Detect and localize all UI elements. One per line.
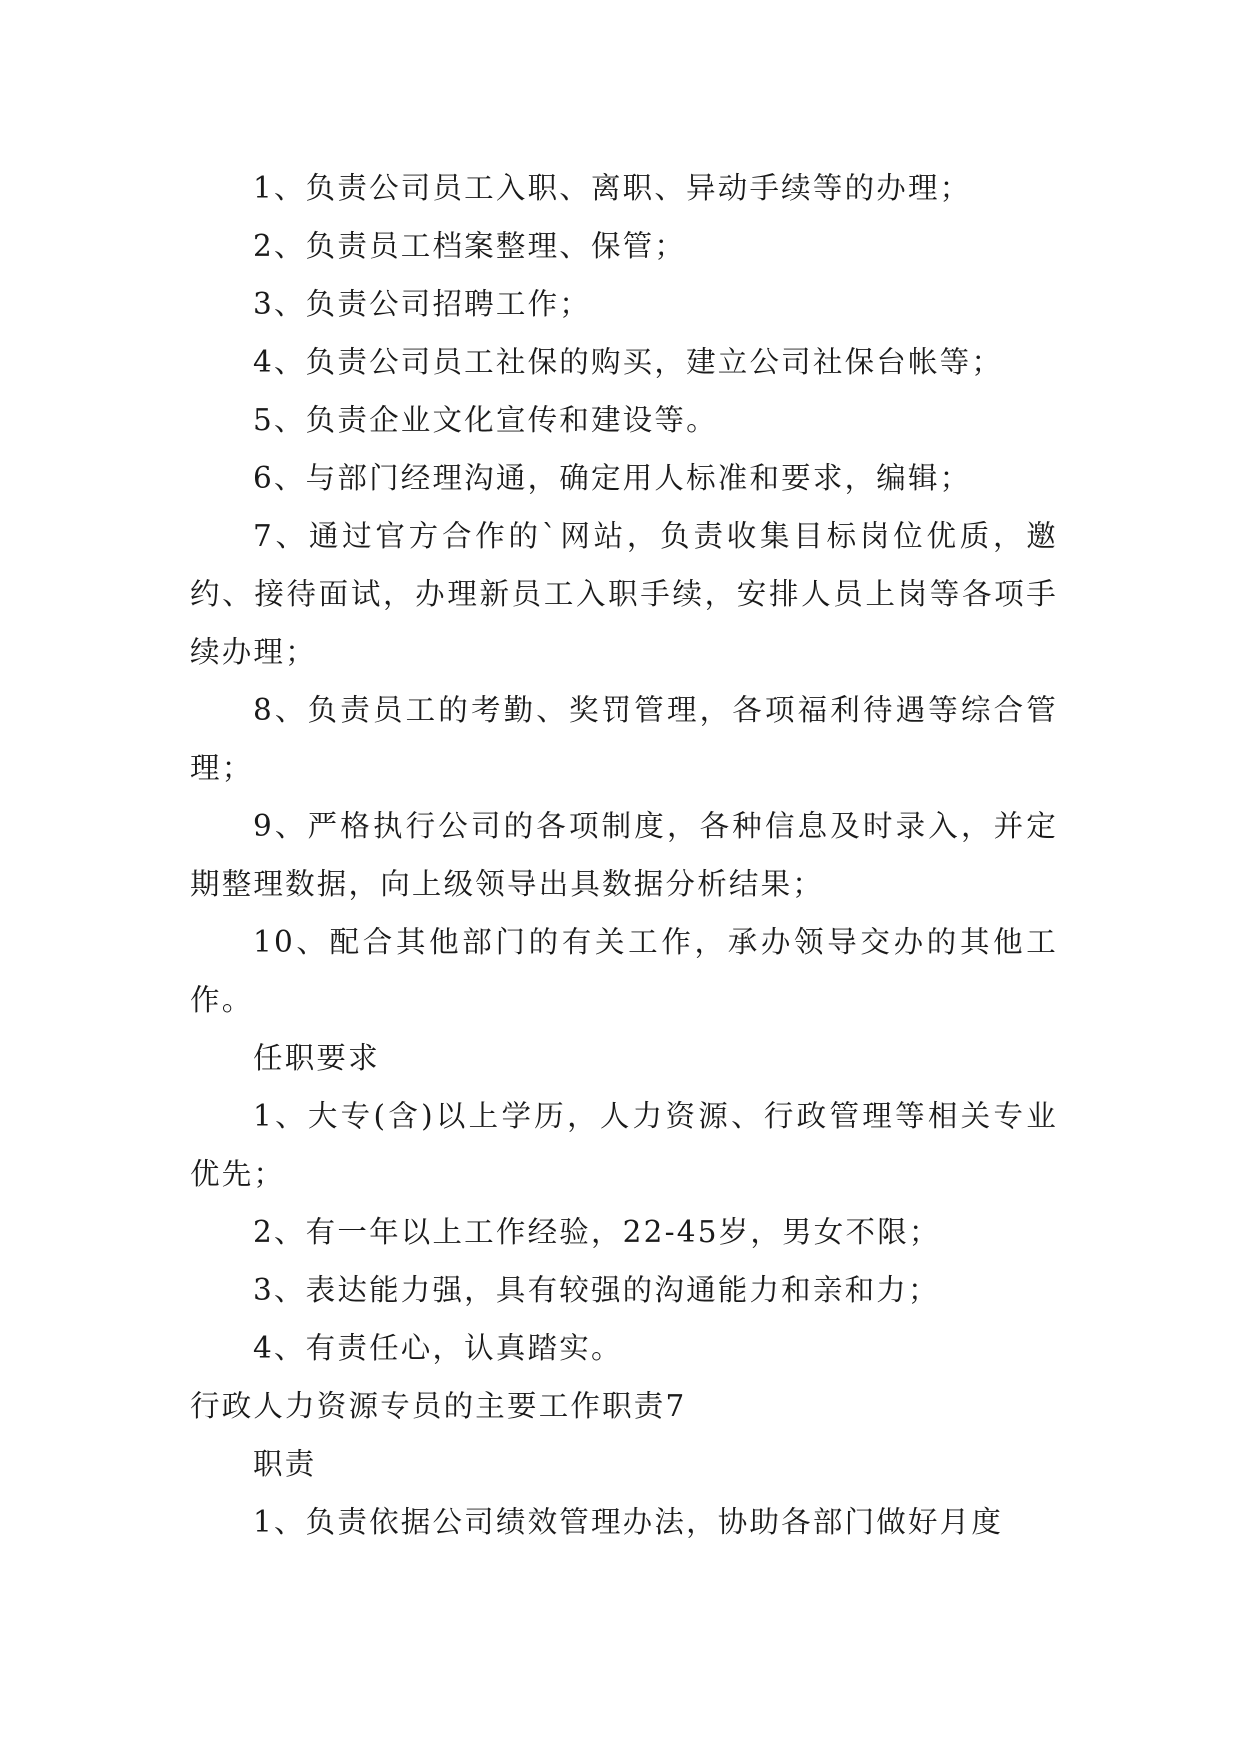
duty-item-3: 3、负责公司招聘工作； xyxy=(253,287,591,321)
duty-item-7: 7、通过官方合作的`网站，负责收集目标岗位优质，邀约、接待面试，办理新员工入职手续，安排人员上岗等各项手续办理； xyxy=(190,519,1058,669)
duty-item-9: 9、严格执行公司的各项制度，各种信息及时录入，并定期整理数据，向上级领导出具数据分析结果； xyxy=(190,809,1058,901)
requirement-item-1: 1、大专(含)以上学历，人力资源、行政管理等相关专业优先； xyxy=(190,1099,1058,1191)
duty-item-6: 6、与部门经理沟通，确定用人标准和要求，编辑； xyxy=(253,461,972,495)
duty-item-4: 4、负责公司员工社保的购买，建立公司社保台帐等； xyxy=(253,345,1004,379)
duty-item-8: 8、负责员工的考勤、奖罚管理，各项福利待遇等综合管理； xyxy=(190,693,1058,785)
requirements-heading: 任职要求 xyxy=(253,1041,380,1075)
document-body xyxy=(190,159,1058,1551)
section-title: 行政人力资源专员的主要工作职责7 xyxy=(190,1389,687,1423)
requirement-item-4: 4、有责任心，认真踏实。 xyxy=(253,1331,623,1365)
duty-item-5: 5、负责企业文化宣传和建设等。 xyxy=(253,403,718,437)
duty-item-1: 1、负责公司员工入职、离职、异动手续等的办理； xyxy=(253,171,972,205)
duty-item-1-next: 1、负责依据公司绩效管理办法，协助各部门做好月度 xyxy=(253,1505,1004,1539)
requirement-item-3: 3、表达能力强，具有较强的沟通能力和亲和力； xyxy=(253,1273,940,1307)
duties-heading: 职责 xyxy=(253,1447,317,1481)
duty-item-2: 2、负责员工档案整理、保管； xyxy=(253,229,687,263)
duty-item-10: 10、配合其他部门的有关工作，承办领导交办的其他工作。 xyxy=(190,925,1058,1017)
requirement-item-2: 2、有一年以上工作经验，22-45岁，男女不限； xyxy=(253,1215,941,1249)
